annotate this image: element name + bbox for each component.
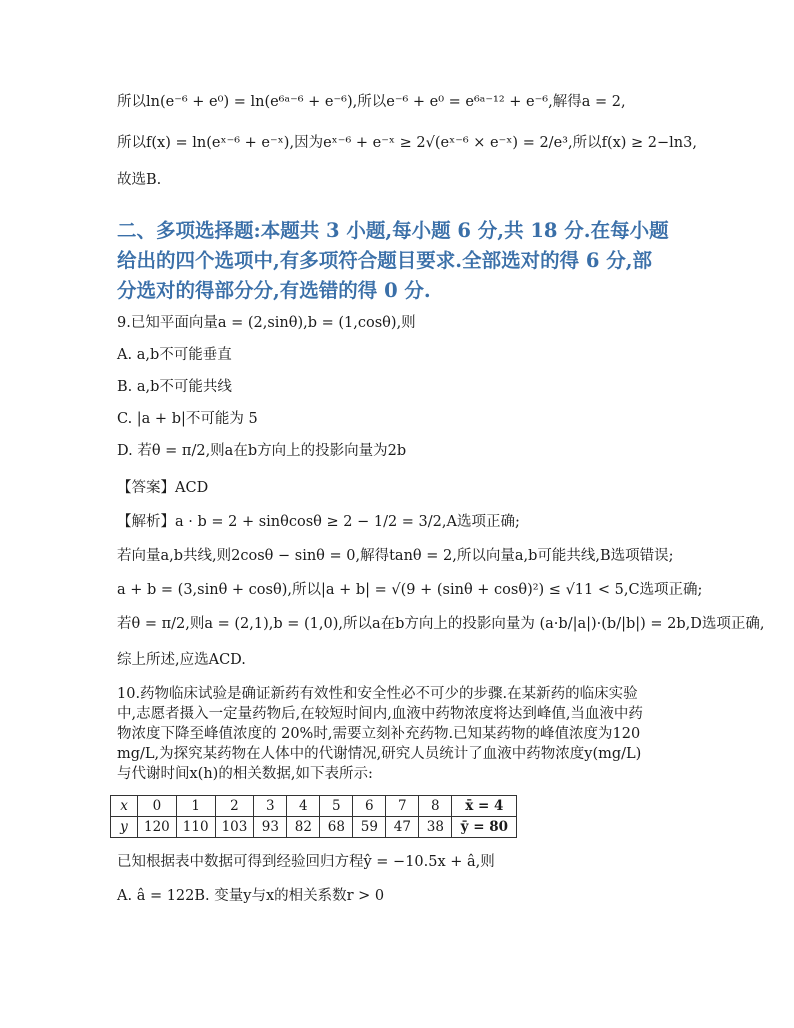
table-cell: 1	[176, 796, 215, 817]
prev-solution-line-2: 所以f(x) = ln(eˣ⁻⁶ + e⁻ˣ),因为eˣ⁻⁶ + e⁻ˣ ≥ 2√(eˣ⁻⁶ × e⁻ˣ) = 2/e³,所以f(x) ≥ 2−ln3,	[117, 135, 697, 151]
table-cell: 82	[287, 817, 320, 838]
q9-analysis-4: 若θ = π/2,则a = (2,1),b = (1,0),所以a在b方向上的投影向量为 (a·b/|a|)·(b/|b|) = 2b,D选项正确,	[117, 616, 765, 632]
table-cell: 8	[419, 796, 452, 817]
q10-stem-line: mg/L,为探究某药物在人体中的代谢情况,研究人员统计了血液中药物浓度y(mg/L)	[117, 746, 642, 762]
q10-stem-line: 中,志愿者摄入一定量药物后,在较短时间内,血液中药物浓度将达到峰值,当血液中药	[117, 706, 643, 722]
table-cell: 110	[176, 817, 215, 838]
section-heading	[117, 216, 687, 306]
table-cell: 7	[386, 796, 419, 817]
q10-regression: 已知根据表中数据可得到经验回归方程ŷ = −10.5x + â,则	[117, 854, 495, 870]
data-table	[110, 795, 517, 838]
table-cell: 68	[320, 817, 353, 838]
table-header-y: y	[111, 817, 138, 838]
q9-analysis-2: 若向量a,b共线,则2cosθ − sinθ = 0,解得tanθ = 2,所以向量a,b可能共线,B选项错误;	[117, 548, 674, 564]
q9-analysis-1: 【解析】a · b = 2 + sinθcosθ ≥ 2 − 1/2 = 3/2,A选项正确;	[117, 514, 520, 530]
table-cell: 59	[353, 817, 386, 838]
q9-analysis-3: a + b = (3,sinθ + cosθ),所以|a + b| = √(9 + (sinθ + cosθ)²) ≤ √11 < 5,C选项正确;	[117, 582, 703, 598]
q9-option-b: B. a,b不可能共线	[117, 379, 232, 395]
table-cell: 47	[386, 817, 419, 838]
q9-option-d: D. 若θ = π/2,则a在b方向上的投影向量为2b	[117, 443, 407, 459]
section-heading-line-3: 分选对的得部分分,有选错的得 0 分.	[117, 279, 431, 302]
table-cell: 38	[419, 817, 452, 838]
table-cell: 120	[138, 817, 177, 838]
table-cell: 93	[254, 817, 287, 838]
table-cell: 3	[254, 796, 287, 817]
table-cell: 6	[353, 796, 386, 817]
q10-option-ab: A. â = 122B. 变量y与x的相关系数r > 0	[117, 888, 385, 904]
q9-option-c: C. |a + b|不可能为 5	[117, 411, 258, 427]
q9-option-a: A. a,b不可能垂直	[117, 347, 232, 363]
table-row	[111, 796, 517, 817]
table-cell-x-mean: x̄ = 4	[452, 796, 517, 817]
table-cell: 0	[138, 796, 177, 817]
q9-answer: 【答案】ACD	[117, 480, 209, 496]
table-cell: 5	[320, 796, 353, 817]
section-heading-line-1: 二、多项选择题:本题共 3 小题,每小题 6 分,共 18 分.在每小题	[117, 219, 669, 242]
q9-stem: 9.已知平面向量a = (2,sinθ),b = (1,cosθ),则	[117, 315, 416, 331]
q9-analysis-5: 综上所述,应选ACD.	[117, 652, 246, 668]
prev-solution-line-1: 所以ln(e⁻⁶ + e⁰) = ln(e⁶ᵃ⁻⁶ + e⁻⁶),所以e⁻⁶ + e⁰ = e⁶ᵃ⁻¹² + e⁻⁶,解得a = 2,	[117, 94, 626, 110]
q10-stem-line: 10.药物临床试验是确证新药有效性和安全性必不可少的步骤.在某新药的临床实验	[117, 686, 638, 702]
table-cell-y-mean: ȳ = 80	[452, 817, 517, 838]
table-cell: 4	[287, 796, 320, 817]
q10-stem-line: 与代谢时间x(h)的相关数据,如下表所示:	[117, 766, 373, 782]
section-heading-line-2: 给出的四个选项中,有多项符合题目要求.全部选对的得 6 分,部	[117, 249, 653, 272]
q10-stem-line: 物浓度下降至峰值浓度的 20%时,需要立刻补充药物.已知某药物的峰值浓度为120	[117, 726, 641, 742]
q10-stem	[117, 684, 687, 784]
prev-solution-line-3: 故选B.	[117, 172, 162, 188]
table-row	[111, 817, 517, 838]
table-header-x: x	[111, 796, 138, 817]
table-cell: 2	[215, 796, 254, 817]
table-cell: 103	[215, 817, 254, 838]
